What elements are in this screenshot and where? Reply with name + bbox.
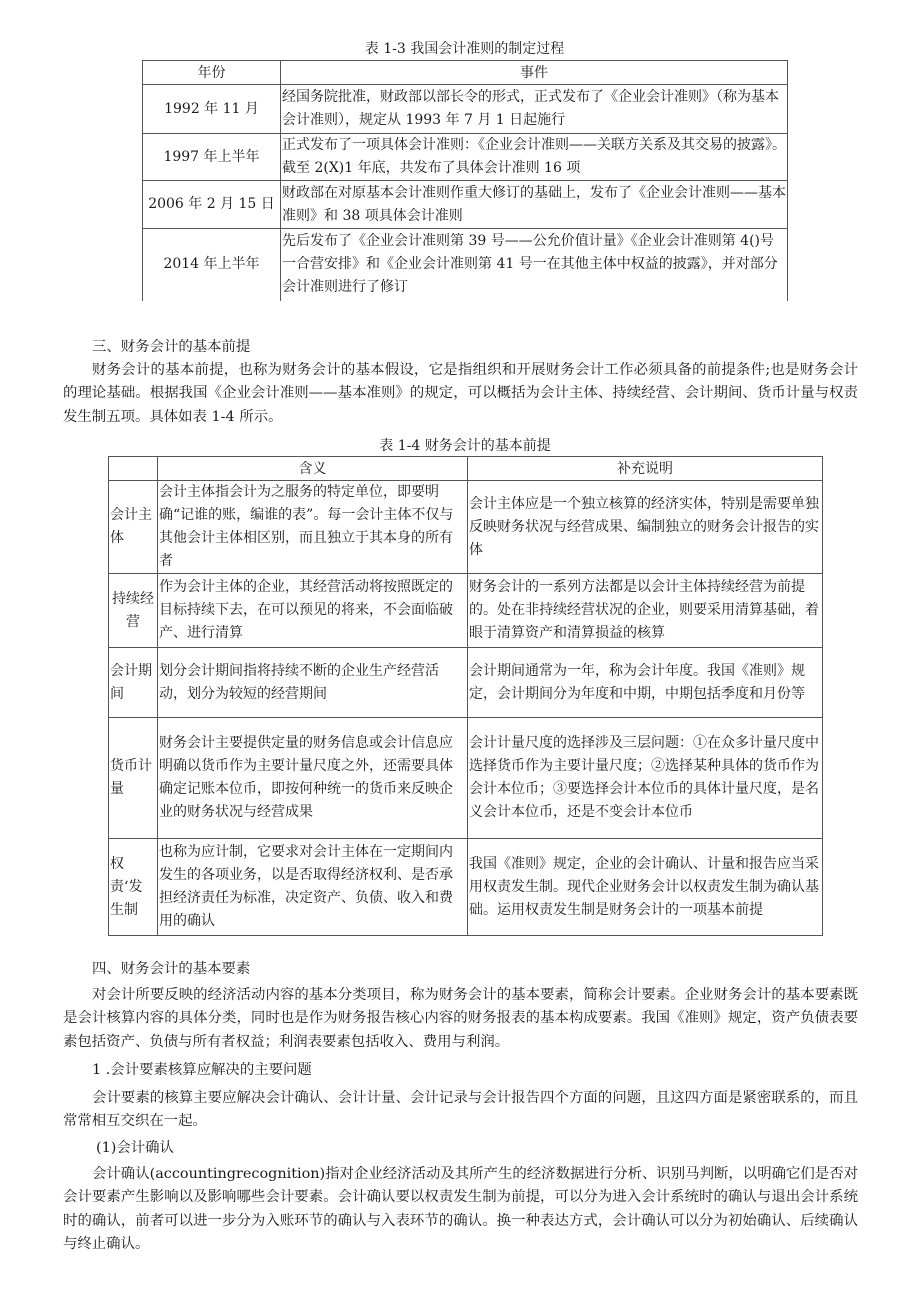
header-year: 年份: [143, 61, 281, 85]
header-event: 事件: [281, 61, 788, 85]
event-cell: 正式发布了一项具体会计准则：《企业会计准则——关联方关系及其交易的披露》。截至 2(X)1 年底，共发布了具体会计准则 16 项: [281, 134, 788, 181]
premise-note: 会计主体应是一个独立核算的经济实体，特别是需要单独反映财务状况与经营成果、编制独立的财务会计报告的实体: [468, 481, 823, 574]
premise-name: 会计期间: [109, 648, 158, 718]
premise-name: 货币计量: [109, 718, 158, 839]
table-header-row: [143, 61, 788, 85]
premise-note: 财务会计的一系列方法都是以会计主体持续经营为前提的。处在非持续经营状况的企业，则要采用清算基础，着眼于清算资产和清算损益的核算: [468, 574, 823, 648]
section-4-paragraph-2: 会计要素的核算主要应解决会计确认、会计计量、会计记录与会计报告四个方面的问题，且这四方面是紧密联系的，而且常常相互交织在一起。: [63, 1090, 858, 1130]
table-1-3: [142, 60, 788, 301]
event-cell: 经国务院批准，财政部以部长令的形式，正式发布了《企业会计准则》（称为基本会计准则），规定从 1993 年 7 月 1 日起施行: [281, 85, 788, 134]
header-blank: [109, 457, 158, 481]
premise-name: 持续经营: [109, 574, 158, 648]
event-cell: 先后发布了《企业会计准则第 39 号——公允价值计量》《企业会计准则第 4()号一合营安排》和《企业会计准则第 41 号一在其他主体中权益的披露》，并对部分会计准则进行了修订: [281, 229, 788, 301]
year-cell: 1992 年 11 月: [143, 85, 281, 134]
premise-meaning: 财务会计主要提供定量的财务信息或会计信息应明确以货币作为主要计量尺度之外，还需要具体确定记账本位币，即按何种统一的货币来反映企业的财务状况与经营成果: [158, 718, 468, 839]
subheading-recognition: (1)会计确认: [96, 1140, 174, 1156]
premise-meaning: 会计主体指会计为之服务的特定单位，即要明确“记谁的账，编谁的表”。每一会计主体不仅与其他会计主体相区别，而且独立于其本身的所有者: [158, 481, 468, 574]
premise-name: 权责‘发生制: [109, 839, 158, 936]
header-meaning: 含义: [158, 457, 468, 481]
event-cell: 财政部在对原基本会计准则作重大修订的基础上，发布了《企业会计准则——基本准则》和 38 项具体会计准则: [281, 181, 788, 229]
year-cell: 2006 年 2 月 15 日: [143, 181, 281, 229]
premise-meaning: 作为会计主体的企业，其经营活动将按照既定的目标持续下去，在可以预见的将来，不会面临破产、进行清算: [158, 574, 468, 648]
year-cell: 2014 年上半年: [143, 229, 281, 301]
premise-note: 会计计量尺度的选择涉及三层问题：①在众多计量尺度中选择货币作为主要计量尺度；②选择某种具体的货币作为会计本位币；③要选择会计本位币的具体计量尺度，是名义会计本位币，还是不变会计本位币: [468, 718, 823, 839]
premise-meaning: 划分会计期间指将持续不断的企业生产经营活动，划分为较短的经营期间: [158, 648, 468, 718]
table-1-4-caption: 表 1-4 财务会计的基本前提: [379, 438, 551, 454]
table-header-row: [109, 457, 823, 481]
table-row: [109, 718, 823, 839]
section-4-heading: 四、财务会计的基本要素: [92, 961, 251, 977]
section-4-paragraph-3: 会计确认(accountingrecognition)指对企业经济活动及其所产生的经济数据进行分析、识别马判断，以明确它们是否对会计要素产生影响以及影响哪些会计要素。会计确认要以权责发生制为前提，可以分为进入会计系统时的确认与退出会计系统时的确认，前者可以进一步分为入账环节的确认与入表环节的确认。换一种表达方式，会计确认可以分为初始确认、后续确认与终止确认。: [63, 1166, 858, 1252]
premise-meaning: 也称为应计制，它要求对会计主体在一定期间内发生的各项业务，以是否取得经济权利、是否承担经济责任为标准，决定资产、负债、收入和费用的确认: [158, 839, 468, 936]
table-row: [143, 229, 788, 301]
table-row: [109, 481, 823, 574]
table-row: [109, 839, 823, 936]
section-3-heading: 三、财务会计的基本前提: [92, 339, 251, 355]
premise-note: 会计期间通常为一年，称为会计年度。我国《准则》规定，会计期间分为年度和中期，中期包括季度和月份等: [468, 648, 823, 718]
table-row: [143, 134, 788, 181]
section-4-paragraph-1: 对会计所要反映的经济活动内容的基本分类项目，称为财务会计的基本要素，简称会计要素。企业财务会计的基本要素既是会计核算内容的具体分类，同时也是作为财务报告核心内容的财务报表的基本构成要素。我国《准则》规定，资产负债表要素包括资产、负债与所有者权益；利润表要素包括收入、费用与利润。: [63, 987, 858, 1050]
subheading-main-issues: 1 .会计要素核算应解决的主要问题: [92, 1062, 312, 1078]
table-1-4: [108, 456, 823, 936]
year-cell: 1997 年上半年: [143, 134, 281, 181]
table-row: [109, 574, 823, 648]
table-1-3-caption: 表 1-3 我国会计准则的制定过程: [364, 41, 565, 57]
table-row: [109, 648, 823, 718]
table-row: [143, 85, 788, 134]
premise-note: 我国《准则》规定，企业的会计确认、计量和报告应当采用权责发生制。现代企业财务会计以权责发生制为确认基础。运用权责发生制是财务会计的一项基本前提: [468, 839, 823, 936]
section-3-paragraph: 财务会计的基本前提，也称为财务会计的基本假设，它是指组织和开展财务会计工作必须具备的前提条件;也是财务会计的理论基础。根据我国《企业会计准则——基本准则》的规定，可以概括为会计主体、持续经营、会计期间、货币计量与权责发生制五项。具体如表 1-4 所示。: [63, 362, 858, 425]
table-row: [143, 181, 788, 229]
header-note: 补充说明: [468, 457, 823, 481]
premise-name: 会计主体: [109, 481, 158, 574]
